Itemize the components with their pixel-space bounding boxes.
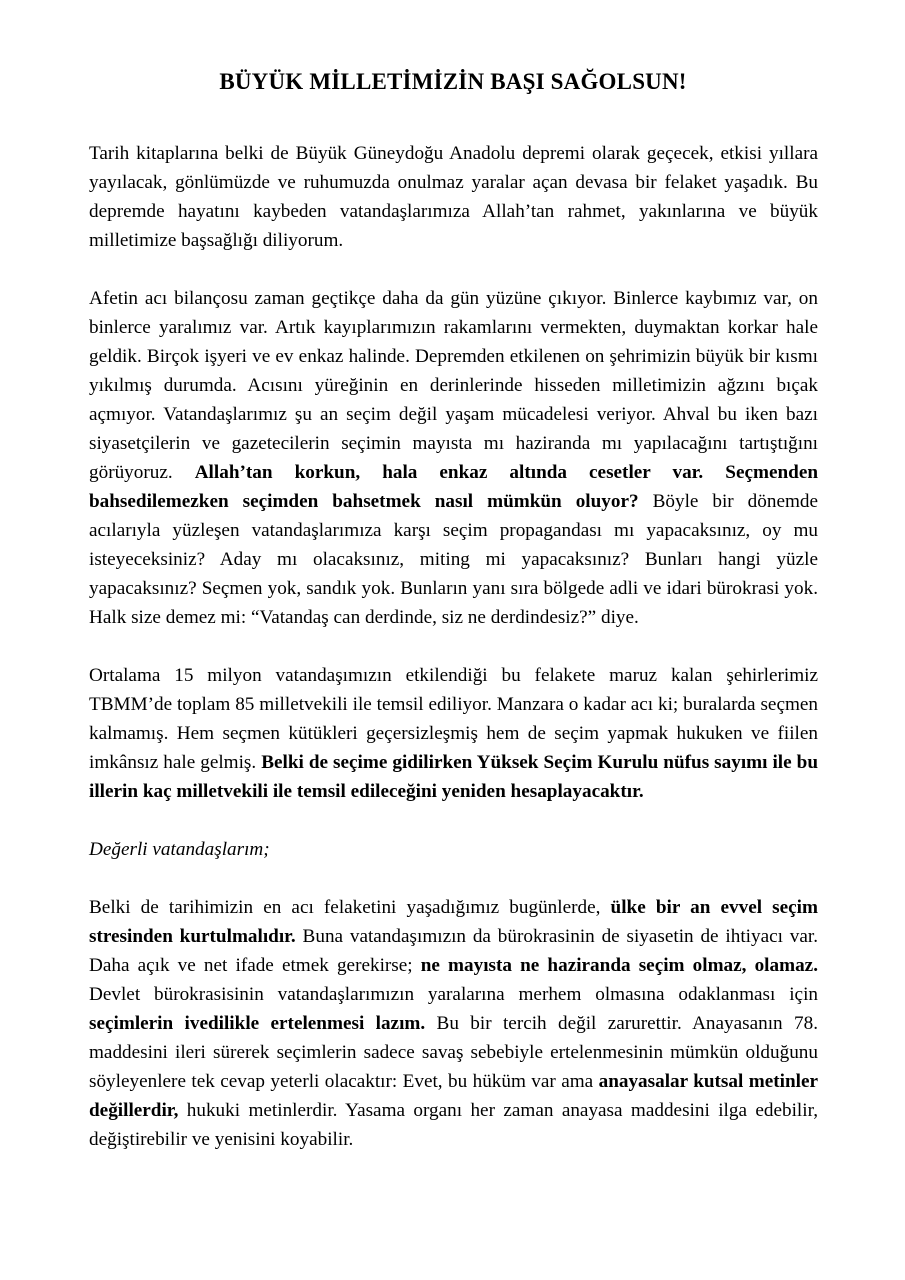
document-body <box>89 139 818 1154</box>
text-run: Belki de tarihimizin en acı felaketini yaşadığımız bugünlerde, <box>89 897 611 918</box>
text-run: Ortalama 15 milyon vatandaşımızın etkilendiği bu felakete maruz kalan şehirlerimiz TBMM’de toplam 85 milletvekili ile temsil ediliyor. Manzara o kadar acı ki; buralarda seçmen kalmamış. Hem seçmen kütükleri geçersizleşmiş hem de seçim yapmak hukuken ve fiilen imkânsız hale gelmiş. <box>89 665 818 773</box>
text-run: hukuki metinlerdir. Yasama organı her zaman anayasa maddesini ilga edebilir, değiştirebilir ve yenisini koyabilir. <box>89 1100 818 1150</box>
emphasis-run: ülke bir an evvel seçim stresinden kurtulmalıdır. <box>89 897 818 947</box>
emphasis-run: Belki de seçime gidilirken Yüksek Seçim Kurulu nüfus sayımı ile bu illerin kaç milletvekili ile temsil edileceğini yeniden hesaplayacaktır. <box>89 752 818 802</box>
paragraph <box>89 661 818 806</box>
text-run: Devlet bürokrasisinin vatandaşlarımızın yaralarına merhem olmasına odaklanması için <box>89 984 818 1005</box>
text-run: Buna vatandaşımızın da bürokrasinin de siyasetin de ihtiyacı var. Daha açık ve net ifade etmek gerekirse; <box>89 926 818 976</box>
emphasis-run: anayasalar kutsal metinler değillerdir, <box>89 1071 818 1121</box>
paragraph <box>89 893 818 1154</box>
paragraph <box>89 139 818 255</box>
emphasis-run: Allah’tan korkun, hala enkaz altında cesetler var. Seçmenden bahsedilemezken seçimden bahsetmek nasıl mümkün oluyor? <box>89 462 819 512</box>
text-run: Bu bir tercih değil zarurettir. Anayasanın 78. maddesini ileri sürerek seçimlerin sadece savaş sebebiyle ertelenmesinin mümkün olduğunu söyleyenlere tek cevap yeterli olacaktır: Evet, bu hüküm var ama <box>89 1013 818 1092</box>
text-run: Değerli vatandaşlarım; <box>89 839 270 860</box>
text-run: Böyle bir dönemde acılarıyla yüzleşen vatandaşlarımıza karşı seçim propagandası mı yapacaksınız, oy mu isteyeceksiniz? Aday mı olacaksınız, miting mi yapacaksınız? Bunları hangi yüzle yapacaksınız? Seçmen yok, sandık yok. Bunların yanı sıra bölgede adli ve idari bürokrasi yok. Halk size demez mi: “Vatandaş can derdinde, siz ne derdindesiz?” diye. <box>89 491 819 628</box>
emphasis-run: seçimlerin ivedilikle ertelenmesi lazım. <box>89 1013 426 1034</box>
page-title: BÜYÜK MİLLETİMİZİN BAŞI SAĞOLSUN! <box>219 69 687 95</box>
emphasis-run: ne mayısta ne haziranda seçim olmaz, olamaz. <box>420 955 818 976</box>
paragraph <box>89 284 818 632</box>
paragraph <box>89 835 818 864</box>
text-run: Tarih kitaplarına belki de Büyük Güneydoğu Anadolu depremi olarak geçecek, etkisi yıllara yayılacak, gönlümüzde ve ruhumuzda onulmaz yaralar açan devasa bir felaket yaşadık. Bu depremde hayatını kaybeden vatandaşlarımıza Allah’tan rahmet, yakınlarına ve büyük milletimize başsağlığı diliyorum. <box>89 143 818 251</box>
text-run: Afetin acı bilançosu zaman geçtikçe daha da gün yüzüne çıkıyor. Binlerce kaybımız var, on binlerce yaralımız var. Artık kayıplarımızın rakamlarını vermekten, duymaktan korkar hale geldik. Birçok işyeri ve ev enkaz halinde. Depremden etkilenen on şehrimizin büyük bir kısmı yıkılmış durumda. Acısını yüreğinin en derinlerinde hisseden milletimizin ağzını bıçak açmıyor. Vatandaşlarımız şu an seçim değil yaşam mücadelesi veriyor. Ahval bu iken bazı siyasetçilerin ve gazetecilerin seçimin mayısta mı haziranda mı yapılacağını tartıştığını görüyoruz. <box>89 288 818 483</box>
